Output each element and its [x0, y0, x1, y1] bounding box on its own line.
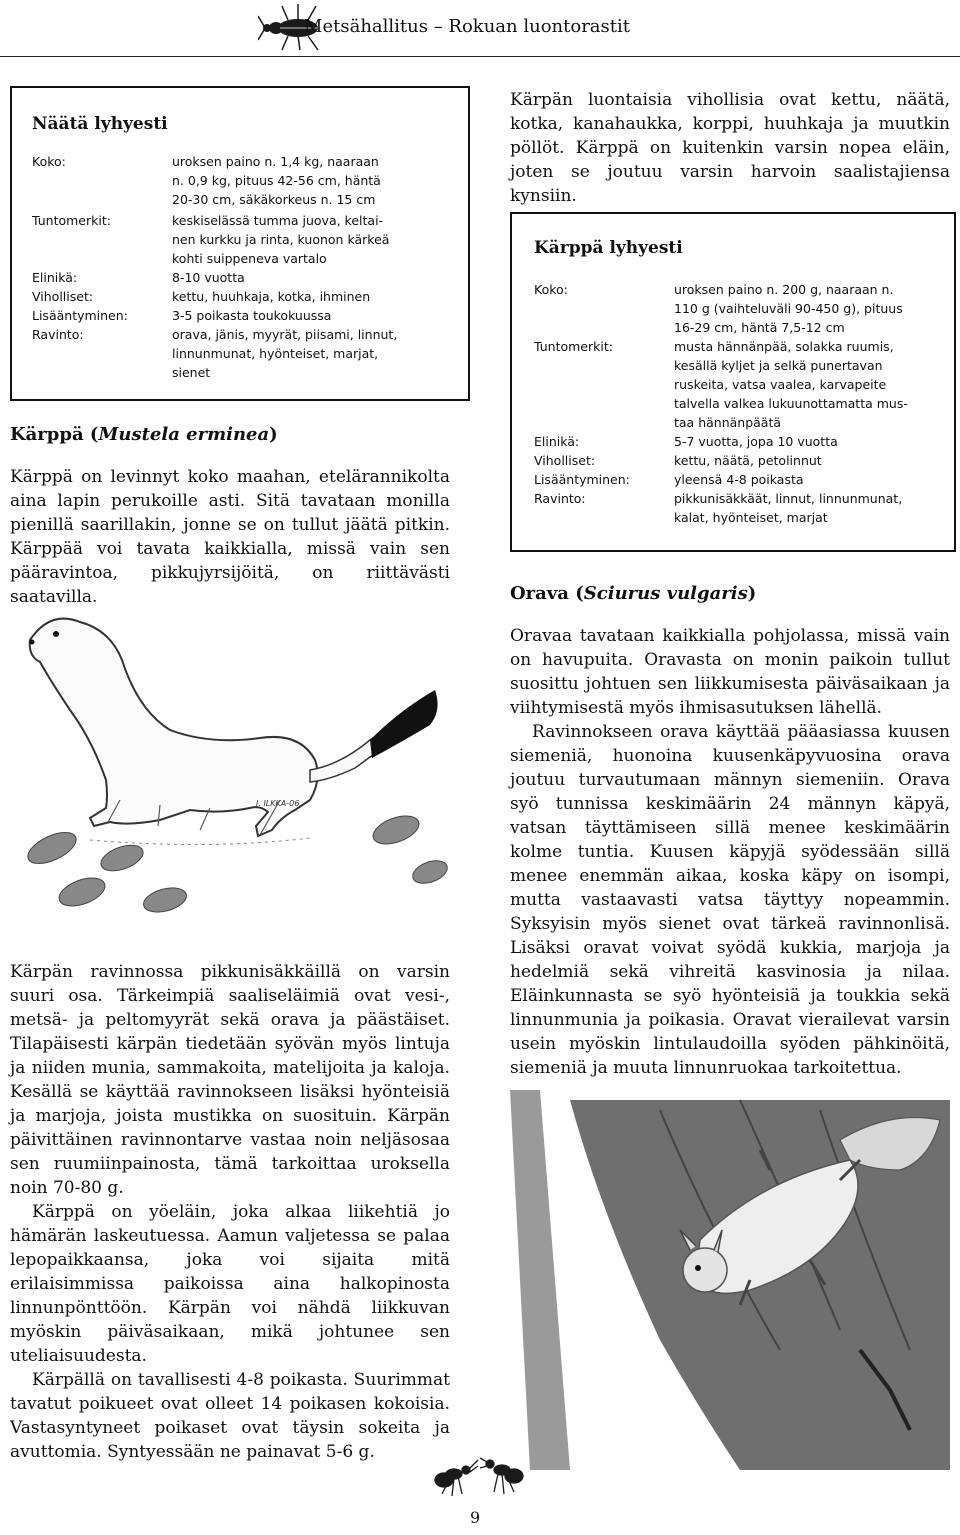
karppa-paragraph: Kärpän ravinnossa pikkunisäkkäillä on varsin suuri osa. Tärkeimpiä saaliseläimiä ovat vesi-, metsä- ja peltomyyrät sekä orava ja päästäiset. Tilapäisesti kärpän tiedetään syövän myös lintuja ja niiden munia, sammakoita, matelijoita ja kaloja. Kesällä se käyttää ravinnokseen lisäksi hyönteisiä ja marjoja, joista mustikka on suosituin. Kärpän päivittäinen ravinnontarve vastaa noin neljäsosaa sen ruumiinpainosta, tämä tarkoittaa uroksella noin 70-80 g.	[10, 962, 450, 1198]
row-value: keskiselässä tumma juova, keltai- nen kurkku ja rinta, kuonon kärkeä kohti suippeneva vartalo	[172, 213, 390, 266]
row-label: Koko:	[534, 282, 568, 297]
header-title: Metsähallitus – Rokuan luontorastit	[304, 16, 630, 37]
orava-heading-paren-open: (	[575, 583, 584, 604]
row-label: Lisääntyminen:	[534, 472, 630, 487]
row-label: Tuntomerkit:	[534, 339, 613, 354]
karppa-box-title: Kärppä lyhyesti	[534, 238, 683, 258]
page-header	[0, 0, 960, 60]
row-label: Ravinto:	[534, 491, 586, 506]
orava-heading-paren-close: )	[747, 583, 757, 604]
header-divider	[0, 56, 960, 57]
row-label: Viholliset:	[32, 289, 94, 304]
karppa-heading	[10, 424, 278, 445]
row-label: Lisääntyminen:	[32, 308, 128, 323]
row-value: uroksen paino n. 1,4 kg, naaraan n. 0,9 kg, pituus 42-56 cm, häntä 20-30 cm, säkäkorkeus n. 15 cm	[172, 154, 381, 207]
naata-box-title: Näätä lyhyesti	[32, 114, 168, 134]
row-value: musta hännänpää, solakka ruumis, kesällä kyljet ja selkä punertavan ruskeita, vatsa vaalea, karvapeite talvella valkea lukuunottamatta mus- taa hännänpäätä	[674, 339, 908, 430]
karppa-heading-paren-open: (	[89, 424, 99, 445]
karppa-body	[10, 960, 450, 1464]
row-value: pikkunisäkkäät, linnut, linnunmunat, kalat, hyönteiset, marjat	[674, 491, 903, 525]
stoat-illustration	[10, 600, 450, 930]
karppa-paragraph: Kärpällä on tavallisesti 4-8 poikasta. Suurimmat tavatut poikueet ovat olleet 14 poikasen kokoisia. Vastasyntyneet poikaset ovat täysin sokeita ja avuttomia. Syntyessään ne painavat 5-6 g.	[10, 1370, 450, 1462]
row-value: orava, jänis, myyrät, piisami, linnut, linnunmunat, hyönteiset, marjat, sienet	[172, 327, 398, 380]
karppa-enemies-text	[510, 88, 950, 208]
ants-icon	[432, 1440, 528, 1506]
row-value: 8-10 vuotta	[172, 270, 245, 285]
orava-heading-latin: Sciurus vulgaris	[583, 583, 748, 604]
karppa-enemies-paragraph: Kärpän luontaisia vihollisia ovat kettu, näätä, kotka, kanahaukka, korppi, huuhkaja ja muutkin pöllöt. Kärppä on kuitenkin varsin nopea eläin, joten se joutuu varsin harvoin saalistajiensa kynsiin.	[510, 90, 950, 206]
row-label: Elinikä:	[32, 270, 78, 285]
row-value: kettu, huuhkaja, kotka, ihminen	[172, 289, 371, 304]
row-value: 3-5 poikasta toukokuussa	[172, 308, 332, 323]
row-label: Tuntomerkit:	[32, 213, 111, 228]
row-label: Viholliset:	[534, 453, 596, 468]
karppa-heading-common: Kärppä	[10, 424, 84, 445]
karppa-heading-latin: Mustela erminea	[98, 424, 270, 445]
orava-paragraph: Oravaa tavataan kaikkialla pohjolassa, missä vain on havupuita. Oravasta on monin paikoin tullut suosittu johtuen sen liikkumisesta päiväsaikaan ja viihtymisestä myös ihmisasutuksen lähellä.	[510, 626, 950, 718]
squirrel-illustration	[510, 1090, 950, 1470]
row-value: uroksen paino n. 200 g, naaraan n. 110 g (vaihteluväli 90-450 g), pituus 16-29 cm, häntä 7,5-12 cm	[674, 282, 903, 335]
karppa-heading-paren-close: )	[269, 424, 278, 445]
stoat-illustration-signature: J. ILKKA-06	[256, 799, 300, 808]
karppa-paragraph: Kärppä on yöeläin, joka alkaa liikehtiä jo hämärän laskeutuessa. Aamun valjetessa se palaa lepopaikkaansa, joka voi sijaita mitä erilaisimmissa paikoissa aina halkopinosta linnunpönttöön. Kärpän voi nähdä liikkuvan myöskin päiväsaikaan, mikä johtunee sen uteliaisuudesta.	[10, 1202, 450, 1366]
orava-body	[510, 624, 950, 1080]
row-value: yleensä 4-8 poikasta	[674, 472, 804, 487]
row-value: 5-7 vuotta, jopa 10 vuotta	[674, 434, 838, 449]
orava-heading-common: Orava	[510, 583, 569, 604]
karppa-summary-box	[510, 212, 956, 552]
karppa-intro-text: Kärppä on levinnyt koko maahan, etelärannikolta aina lapin perukoille asti. Sitä tavataan monilla pienillä saarillakin, jonne se on tullut jäätä pitkin. Kärppää voi tavata kaikkialla, missä vain sen pääravintoa, pikkujyrsijöitä, on riittävästi saatavilla.	[10, 467, 450, 607]
karppa-intro	[10, 465, 450, 609]
naata-summary-box	[10, 86, 470, 401]
row-label: Ravinto:	[32, 327, 84, 342]
row-label: Elinikä:	[534, 434, 580, 449]
orava-heading	[510, 583, 756, 604]
orava-paragraph: Ravinnokseen orava käyttää pääasiassa kuusen siemeniä, huonoina kuusenkäpyvuosina orava joutuu turvautumaan männyn siemeniin. Orava syö tunnissa keskimäärin 24 männyn käpyä, vatsan täyttämiseen sillä menee keskimäärin kolme tuntia. Kuusen käpyjä syödessään sillä menee enemmän aikaa, koska käpy on isompi, mutta vastaavasti vatsa täyttyy nopeammin. Syksyisin myös sienet ovat tärkeä ravinnonlisä. Lisäksi oravat voivat syödä kukkia, marjoja ja hedelmiä sekä vihreitä kasvinosia ja nilaa. Eläinkunnasta se syö hyönteisiä ja toukkia sekä linnunmunia ja poikasia. Oravat vierailevat varsin usein myöskin lintulaudoilla syöden pähkinöitä, siemeniä ja muuta linnunruokaa tarkoitettua.	[510, 722, 950, 1078]
row-value: kettu, näätä, petolinnut	[674, 453, 822, 468]
page-number: 9	[470, 1508, 481, 1527]
row-label: Koko:	[32, 154, 66, 169]
